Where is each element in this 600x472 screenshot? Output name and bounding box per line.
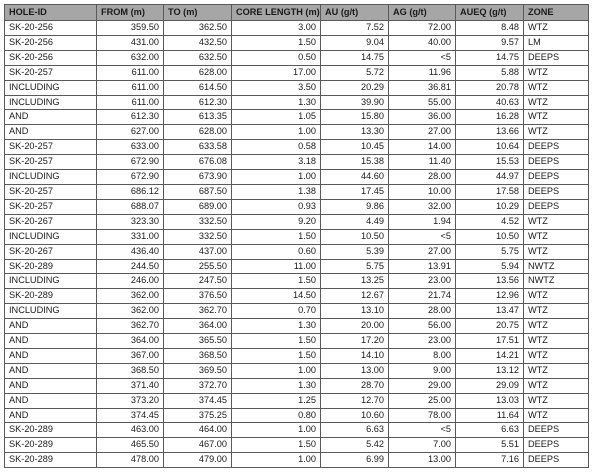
cell-hole-id: INCLUDING bbox=[5, 170, 97, 185]
cell-aueq: 40.63 bbox=[456, 95, 524, 110]
cell-from: 362.00 bbox=[97, 304, 164, 319]
cell-aueq: 5.51 bbox=[456, 438, 524, 453]
cell-zone: WTZ bbox=[524, 110, 589, 125]
cell-core-length: 1.30 bbox=[232, 319, 321, 334]
table-row bbox=[5, 408, 589, 423]
cell-aueq: 17.58 bbox=[456, 184, 524, 199]
cell-ag: 23.00 bbox=[389, 274, 456, 289]
cell-aueq: 5.75 bbox=[456, 244, 524, 259]
cell-zone: WTZ bbox=[524, 319, 589, 334]
cell-aueq: 44.97 bbox=[456, 170, 524, 185]
column-header-ag: AG (g/t) bbox=[389, 5, 456, 21]
cell-core-length: 0.80 bbox=[232, 408, 321, 423]
cell-au: 6.63 bbox=[321, 423, 389, 438]
cell-aueq: 10.64 bbox=[456, 140, 524, 155]
column-header-to: TO (m) bbox=[164, 5, 232, 21]
cell-zone: WTZ bbox=[524, 244, 589, 259]
cell-aueq: 13.47 bbox=[456, 304, 524, 319]
cell-ag: 55.00 bbox=[389, 95, 456, 110]
cell-ag: <5 bbox=[389, 229, 456, 244]
cell-au: 44.60 bbox=[321, 170, 389, 185]
cell-aueq: 5.88 bbox=[456, 65, 524, 80]
cell-from: 436.40 bbox=[97, 244, 164, 259]
cell-from: 686.12 bbox=[97, 184, 164, 199]
cell-core-length: 1.30 bbox=[232, 95, 321, 110]
cell-to: 332.50 bbox=[164, 229, 232, 244]
cell-aueq: 8.48 bbox=[456, 21, 524, 36]
table-row bbox=[5, 110, 589, 125]
cell-zone: WTZ bbox=[524, 348, 589, 363]
cell-core-length: 1.50 bbox=[232, 274, 321, 289]
cell-zone: WTZ bbox=[524, 229, 589, 244]
cell-core-length: 3.00 bbox=[232, 21, 321, 36]
cell-core-length: 3.18 bbox=[232, 155, 321, 170]
cell-zone: WTZ bbox=[524, 21, 589, 36]
cell-zone: WTZ bbox=[524, 363, 589, 378]
cell-from: 359.50 bbox=[97, 21, 164, 36]
cell-ag: 9.00 bbox=[389, 363, 456, 378]
cell-from: 431.00 bbox=[97, 35, 164, 50]
cell-from: 246.00 bbox=[97, 274, 164, 289]
cell-to: 432.50 bbox=[164, 35, 232, 50]
cell-to: 628.00 bbox=[164, 65, 232, 80]
cell-ag: 21.74 bbox=[389, 289, 456, 304]
cell-to: 374.45 bbox=[164, 393, 232, 408]
cell-ag: 13.91 bbox=[389, 259, 456, 274]
column-header-from: FROM (m) bbox=[97, 5, 164, 21]
column-header-core-length: CORE LENGTH (m) bbox=[232, 5, 321, 21]
cell-core-length: 1.00 bbox=[232, 125, 321, 140]
cell-aueq: 10.50 bbox=[456, 229, 524, 244]
cell-core-length: 1.50 bbox=[232, 438, 321, 453]
cell-hole-id: INCLUDING bbox=[5, 80, 97, 95]
cell-from: 627.00 bbox=[97, 125, 164, 140]
cell-au: 6.99 bbox=[321, 453, 389, 468]
cell-from: 465.50 bbox=[97, 438, 164, 453]
cell-core-length: 1.00 bbox=[232, 170, 321, 185]
cell-core-length: 1.50 bbox=[232, 334, 321, 349]
cell-to: 633.58 bbox=[164, 140, 232, 155]
cell-from: 364.00 bbox=[97, 334, 164, 349]
cell-hole-id: SK-20-267 bbox=[5, 214, 97, 229]
cell-hole-id: SK-20-256 bbox=[5, 35, 97, 50]
cell-core-length: 11.00 bbox=[232, 259, 321, 274]
cell-ag: 32.00 bbox=[389, 199, 456, 214]
cell-hole-id: SK-20-267 bbox=[5, 244, 97, 259]
cell-ag: 36.00 bbox=[389, 110, 456, 125]
cell-zone: WTZ bbox=[524, 95, 589, 110]
cell-from: 672.90 bbox=[97, 155, 164, 170]
cell-zone: DEEPS bbox=[524, 50, 589, 65]
cell-zone: WTZ bbox=[524, 334, 589, 349]
column-header-aueq: AUEQ (g/t) bbox=[456, 5, 524, 21]
cell-au: 5.75 bbox=[321, 259, 389, 274]
cell-au: 9.86 bbox=[321, 199, 389, 214]
cell-to: 614.50 bbox=[164, 80, 232, 95]
cell-aueq: 13.56 bbox=[456, 274, 524, 289]
cell-core-length: 0.60 bbox=[232, 244, 321, 259]
cell-zone: WTZ bbox=[524, 80, 589, 95]
cell-ag: 28.00 bbox=[389, 170, 456, 185]
drill-results-table-container bbox=[4, 4, 589, 468]
table-row bbox=[5, 274, 589, 289]
table-row bbox=[5, 155, 589, 170]
cell-zone: WTZ bbox=[524, 378, 589, 393]
table-row bbox=[5, 423, 589, 438]
cell-au: 39.90 bbox=[321, 95, 389, 110]
cell-to: 687.50 bbox=[164, 184, 232, 199]
cell-zone: WTZ bbox=[524, 289, 589, 304]
cell-au: 14.10 bbox=[321, 348, 389, 363]
cell-to: 676.08 bbox=[164, 155, 232, 170]
cell-core-length: 1.00 bbox=[232, 363, 321, 378]
cell-au: 5.72 bbox=[321, 65, 389, 80]
cell-hole-id: SK-20-289 bbox=[5, 259, 97, 274]
cell-hole-id: SK-20-289 bbox=[5, 453, 97, 468]
table-row bbox=[5, 199, 589, 214]
header-row bbox=[5, 5, 589, 21]
cell-aueq: 13.12 bbox=[456, 363, 524, 378]
column-header-zone: ZONE bbox=[524, 5, 589, 21]
table-row bbox=[5, 184, 589, 199]
cell-au: 28.70 bbox=[321, 378, 389, 393]
cell-from: 611.00 bbox=[97, 95, 164, 110]
cell-to: 369.50 bbox=[164, 363, 232, 378]
cell-aueq: 9.57 bbox=[456, 35, 524, 50]
cell-ag: 7.00 bbox=[389, 438, 456, 453]
cell-to: 365.50 bbox=[164, 334, 232, 349]
table-row bbox=[5, 438, 589, 453]
cell-to: 628.00 bbox=[164, 125, 232, 140]
cell-from: 323.30 bbox=[97, 214, 164, 229]
cell-hole-id: SK-20-289 bbox=[5, 289, 97, 304]
cell-hole-id: INCLUDING bbox=[5, 229, 97, 244]
cell-core-length: 1.50 bbox=[232, 229, 321, 244]
cell-aueq: 12.96 bbox=[456, 289, 524, 304]
cell-core-length: 14.50 bbox=[232, 289, 321, 304]
cell-from: 632.00 bbox=[97, 50, 164, 65]
table-row bbox=[5, 453, 589, 468]
cell-aueq: 13.03 bbox=[456, 393, 524, 408]
table-row bbox=[5, 170, 589, 185]
cell-au: 10.50 bbox=[321, 229, 389, 244]
cell-au: 9.04 bbox=[321, 35, 389, 50]
cell-from: 463.00 bbox=[97, 423, 164, 438]
cell-zone: WTZ bbox=[524, 393, 589, 408]
cell-zone: NWTZ bbox=[524, 259, 589, 274]
cell-au: 17.45 bbox=[321, 184, 389, 199]
cell-au: 13.10 bbox=[321, 304, 389, 319]
cell-ag: 27.00 bbox=[389, 244, 456, 259]
cell-zone: WTZ bbox=[524, 125, 589, 140]
cell-ag: 14.00 bbox=[389, 140, 456, 155]
table-row bbox=[5, 125, 589, 140]
cell-to: 673.90 bbox=[164, 170, 232, 185]
cell-core-length: 0.93 bbox=[232, 199, 321, 214]
cell-au: 4.49 bbox=[321, 214, 389, 229]
cell-hole-id: SK-20-256 bbox=[5, 21, 97, 36]
column-header-au: AU (g/t) bbox=[321, 5, 389, 21]
cell-from: 331.00 bbox=[97, 229, 164, 244]
cell-hole-id: SK-20-257 bbox=[5, 155, 97, 170]
cell-au: 5.42 bbox=[321, 438, 389, 453]
cell-to: 464.00 bbox=[164, 423, 232, 438]
cell-ag: 25.00 bbox=[389, 393, 456, 408]
cell-au: 20.00 bbox=[321, 319, 389, 334]
cell-au: 10.60 bbox=[321, 408, 389, 423]
cell-core-length: 3.50 bbox=[232, 80, 321, 95]
table-row bbox=[5, 21, 589, 36]
cell-ag: 27.00 bbox=[389, 125, 456, 140]
cell-aueq: 20.78 bbox=[456, 80, 524, 95]
table-row bbox=[5, 378, 589, 393]
cell-to: 255.50 bbox=[164, 259, 232, 274]
table-row bbox=[5, 363, 589, 378]
cell-aueq: 14.75 bbox=[456, 50, 524, 65]
cell-zone: WTZ bbox=[524, 214, 589, 229]
cell-aueq: 20.75 bbox=[456, 319, 524, 334]
cell-au: 13.25 bbox=[321, 274, 389, 289]
cell-ag: <5 bbox=[389, 50, 456, 65]
cell-ag: 8.00 bbox=[389, 348, 456, 363]
table-row bbox=[5, 214, 589, 229]
table-row bbox=[5, 35, 589, 50]
cell-ag: 72.00 bbox=[389, 21, 456, 36]
cell-core-length: 17.00 bbox=[232, 65, 321, 80]
cell-from: 611.00 bbox=[97, 80, 164, 95]
cell-zone: NWTZ bbox=[524, 274, 589, 289]
cell-ag: 1.94 bbox=[389, 214, 456, 229]
cell-au: 13.30 bbox=[321, 125, 389, 140]
cell-zone: DEEPS bbox=[524, 423, 589, 438]
cell-au: 12.70 bbox=[321, 393, 389, 408]
cell-to: 372.70 bbox=[164, 378, 232, 393]
table-row bbox=[5, 289, 589, 304]
cell-zone: WTZ bbox=[524, 65, 589, 80]
cell-ag: 11.40 bbox=[389, 155, 456, 170]
cell-aueq: 6.63 bbox=[456, 423, 524, 438]
cell-au: 10.45 bbox=[321, 140, 389, 155]
cell-aueq: 5.94 bbox=[456, 259, 524, 274]
cell-to: 368.50 bbox=[164, 348, 232, 363]
cell-ag: 13.00 bbox=[389, 453, 456, 468]
table-row bbox=[5, 259, 589, 274]
cell-to: 247.50 bbox=[164, 274, 232, 289]
table-row bbox=[5, 95, 589, 110]
cell-from: 374.45 bbox=[97, 408, 164, 423]
table-row bbox=[5, 80, 589, 95]
cell-aueq: 14.21 bbox=[456, 348, 524, 363]
cell-hole-id: AND bbox=[5, 408, 97, 423]
cell-to: 364.00 bbox=[164, 319, 232, 334]
cell-aueq: 15.53 bbox=[456, 155, 524, 170]
cell-to: 362.70 bbox=[164, 304, 232, 319]
cell-hole-id: AND bbox=[5, 110, 97, 125]
cell-aueq: 16.28 bbox=[456, 110, 524, 125]
table-row bbox=[5, 319, 589, 334]
cell-core-length: 1.30 bbox=[232, 378, 321, 393]
cell-hole-id: AND bbox=[5, 319, 97, 334]
cell-to: 467.00 bbox=[164, 438, 232, 453]
cell-zone: DEEPS bbox=[524, 438, 589, 453]
cell-au: 15.38 bbox=[321, 155, 389, 170]
cell-core-length: 1.50 bbox=[232, 35, 321, 50]
cell-aueq: 11.64 bbox=[456, 408, 524, 423]
cell-zone: DEEPS bbox=[524, 170, 589, 185]
cell-zone: WTZ bbox=[524, 304, 589, 319]
cell-au: 20.29 bbox=[321, 80, 389, 95]
cell-hole-id: AND bbox=[5, 378, 97, 393]
cell-hole-id: INCLUDING bbox=[5, 95, 97, 110]
table-row bbox=[5, 348, 589, 363]
table-row bbox=[5, 65, 589, 80]
cell-to: 612.30 bbox=[164, 95, 232, 110]
cell-to: 376.50 bbox=[164, 289, 232, 304]
cell-hole-id: SK-20-289 bbox=[5, 438, 97, 453]
cell-hole-id: INCLUDING bbox=[5, 304, 97, 319]
cell-ag: 23.00 bbox=[389, 334, 456, 349]
cell-ag: 28.00 bbox=[389, 304, 456, 319]
cell-aueq: 13.66 bbox=[456, 125, 524, 140]
cell-from: 367.00 bbox=[97, 348, 164, 363]
cell-from: 362.70 bbox=[97, 319, 164, 334]
table-row bbox=[5, 229, 589, 244]
cell-hole-id: AND bbox=[5, 393, 97, 408]
cell-to: 332.50 bbox=[164, 214, 232, 229]
cell-hole-id: AND bbox=[5, 125, 97, 140]
cell-from: 244.50 bbox=[97, 259, 164, 274]
cell-zone: LM bbox=[524, 35, 589, 50]
cell-to: 362.50 bbox=[164, 21, 232, 36]
table-row bbox=[5, 334, 589, 349]
cell-core-length: 0.50 bbox=[232, 50, 321, 65]
column-header-hole-id: HOLE-ID bbox=[5, 5, 97, 21]
cell-au: 7.52 bbox=[321, 21, 389, 36]
cell-hole-id: SK-20-257 bbox=[5, 184, 97, 199]
cell-hole-id: SK-20-257 bbox=[5, 65, 97, 80]
cell-to: 437.00 bbox=[164, 244, 232, 259]
cell-from: 371.40 bbox=[97, 378, 164, 393]
cell-from: 362.00 bbox=[97, 289, 164, 304]
cell-zone: DEEPS bbox=[524, 199, 589, 214]
cell-zone: DEEPS bbox=[524, 140, 589, 155]
table-row bbox=[5, 244, 589, 259]
table-row bbox=[5, 393, 589, 408]
cell-hole-id: SK-20-289 bbox=[5, 423, 97, 438]
cell-core-length: 1.00 bbox=[232, 423, 321, 438]
cell-ag: 56.00 bbox=[389, 319, 456, 334]
table-body bbox=[5, 21, 589, 468]
cell-core-length: 1.00 bbox=[232, 453, 321, 468]
cell-zone: WTZ bbox=[524, 408, 589, 423]
cell-from: 688.07 bbox=[97, 199, 164, 214]
cell-core-length: 9.20 bbox=[232, 214, 321, 229]
cell-ag: 40.00 bbox=[389, 35, 456, 50]
cell-aueq: 17.51 bbox=[456, 334, 524, 349]
cell-from: 373.20 bbox=[97, 393, 164, 408]
cell-au: 14.75 bbox=[321, 50, 389, 65]
table-row bbox=[5, 50, 589, 65]
cell-hole-id: AND bbox=[5, 348, 97, 363]
cell-from: 612.30 bbox=[97, 110, 164, 125]
cell-hole-id: AND bbox=[5, 363, 97, 378]
cell-au: 5.39 bbox=[321, 244, 389, 259]
cell-core-length: 0.58 bbox=[232, 140, 321, 155]
cell-from: 611.00 bbox=[97, 65, 164, 80]
cell-to: 632.50 bbox=[164, 50, 232, 65]
cell-hole-id: SK-20-256 bbox=[5, 50, 97, 65]
cell-from: 633.00 bbox=[97, 140, 164, 155]
cell-ag: 36.81 bbox=[389, 80, 456, 95]
cell-aueq: 29.09 bbox=[456, 378, 524, 393]
cell-core-length: 1.05 bbox=[232, 110, 321, 125]
cell-from: 478.00 bbox=[97, 453, 164, 468]
cell-hole-id: SK-20-257 bbox=[5, 140, 97, 155]
cell-core-length: 1.38 bbox=[232, 184, 321, 199]
cell-aueq: 10.29 bbox=[456, 199, 524, 214]
cell-core-length: 1.50 bbox=[232, 348, 321, 363]
cell-to: 613.35 bbox=[164, 110, 232, 125]
cell-zone: DEEPS bbox=[524, 184, 589, 199]
cell-ag: 11.96 bbox=[389, 65, 456, 80]
cell-from: 368.50 bbox=[97, 363, 164, 378]
table-row bbox=[5, 140, 589, 155]
cell-to: 479.00 bbox=[164, 453, 232, 468]
drill-results-table bbox=[4, 4, 589, 468]
cell-zone: DEEPS bbox=[524, 155, 589, 170]
cell-au: 15.80 bbox=[321, 110, 389, 125]
cell-aueq: 4.52 bbox=[456, 214, 524, 229]
cell-core-length: 0.70 bbox=[232, 304, 321, 319]
cell-core-length: 1.25 bbox=[232, 393, 321, 408]
cell-hole-id: AND bbox=[5, 334, 97, 349]
cell-hole-id: INCLUDING bbox=[5, 274, 97, 289]
cell-ag: 10.00 bbox=[389, 184, 456, 199]
cell-ag: 78.00 bbox=[389, 408, 456, 423]
cell-au: 12.67 bbox=[321, 289, 389, 304]
cell-from: 672.90 bbox=[97, 170, 164, 185]
cell-au: 13.00 bbox=[321, 363, 389, 378]
cell-to: 375.25 bbox=[164, 408, 232, 423]
table-row bbox=[5, 304, 589, 319]
cell-au: 17.20 bbox=[321, 334, 389, 349]
cell-zone: DEEPS bbox=[524, 453, 589, 468]
cell-hole-id: SK-20-257 bbox=[5, 199, 97, 214]
cell-to: 689.00 bbox=[164, 199, 232, 214]
cell-aueq: 7.16 bbox=[456, 453, 524, 468]
cell-ag: 29.00 bbox=[389, 378, 456, 393]
cell-ag: <5 bbox=[389, 423, 456, 438]
